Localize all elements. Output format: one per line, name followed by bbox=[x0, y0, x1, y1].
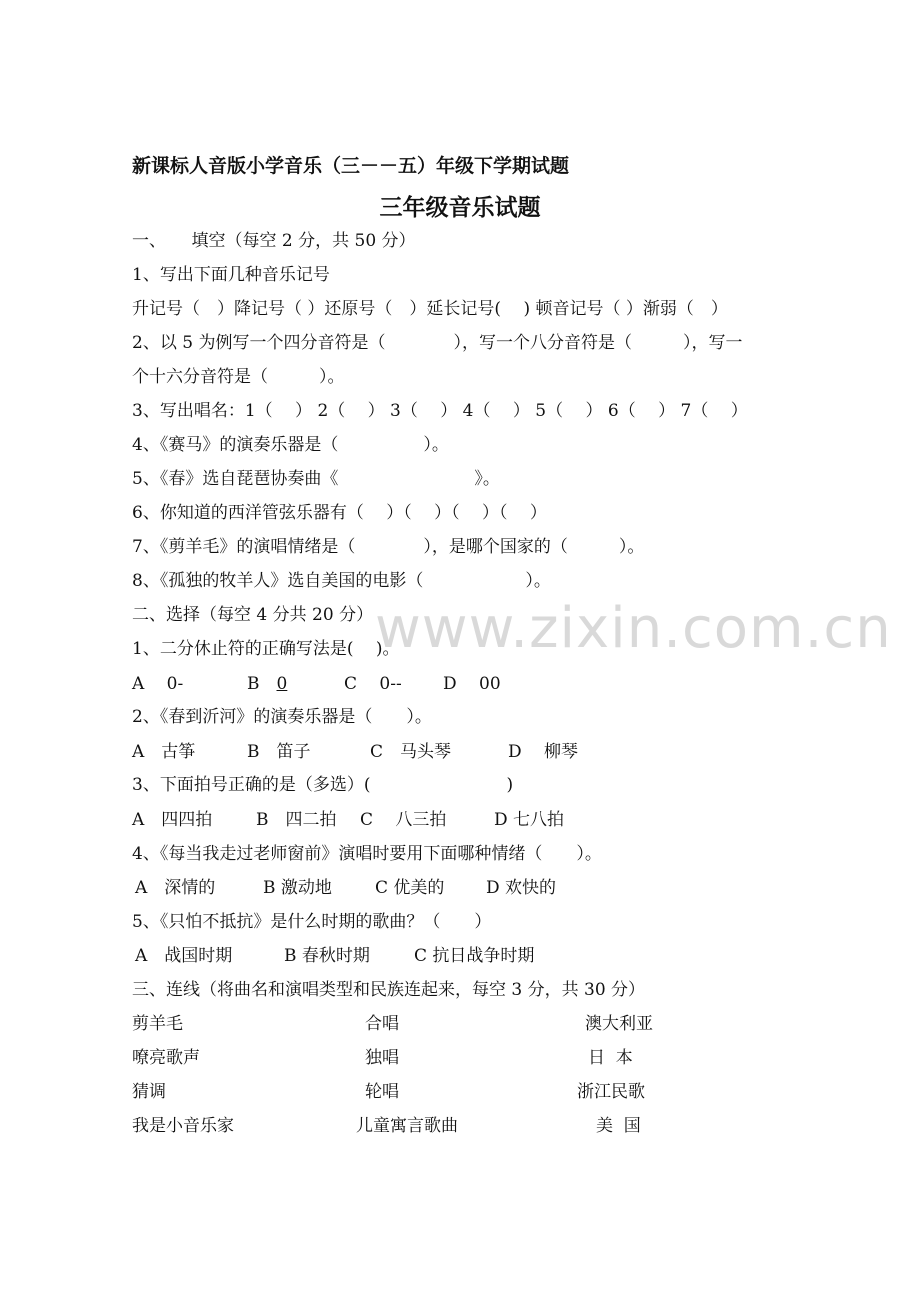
s2-q3-option-a: A 四四拍 bbox=[132, 810, 213, 830]
s1-question-6: 6、你知道的西洋管弦乐器有（ ）（ ）（ ）（ ） bbox=[132, 503, 547, 523]
s2-q1-option-b bbox=[247, 673, 287, 695]
s1-question-1-items: 升记号（ ）降记号（ ）还原号（ ）延长记号( ) 顿音记号（ ）渐弱（ ） bbox=[132, 299, 728, 319]
section2-heading: 二、选择（每空 4 分共 20 分） bbox=[132, 605, 374, 625]
s2-q4-option-b: B 激动地 bbox=[263, 878, 332, 898]
match-type-1: 合唱 bbox=[365, 1014, 399, 1034]
watermark-text: www.zixin.com.cn bbox=[375, 596, 892, 661]
s1-question-8: 8、《孤独的牧羊人》选自美国的电影（ ）。 bbox=[132, 571, 551, 591]
exam-subtitle: 三年级音乐试题 bbox=[379, 194, 541, 221]
match-origin-3: 浙江民歌 bbox=[577, 1082, 645, 1102]
match-origin-4: 美 国 bbox=[596, 1116, 641, 1136]
page-title: 新课标人音版小学音乐（三－－五）年级下学期试题 bbox=[132, 155, 570, 177]
option-b-value: 0 bbox=[276, 674, 288, 694]
match-origin-1: 澳大利亚 bbox=[585, 1014, 653, 1034]
s2-q3-option-b: B 四二拍 bbox=[256, 810, 337, 830]
s1-question-5: 5、《春》选自琵琶协奏曲《 》。 bbox=[132, 469, 500, 489]
s2-q5-option-a: A 战国时期 bbox=[135, 946, 233, 966]
match-type-4: 儿童寓言歌曲 bbox=[356, 1116, 458, 1136]
match-origin-2: 日 本 bbox=[588, 1048, 633, 1068]
match-song-2: 嘹亮歌声 bbox=[132, 1048, 200, 1068]
match-type-3: 轮唱 bbox=[365, 1082, 399, 1102]
s1-question-7: 7、《剪羊毛》的演唱情绪是（ ），是哪个国家的（ ）。 bbox=[132, 537, 645, 557]
s2-q1-option-c: C 0-- bbox=[344, 674, 402, 694]
s2-q2-option-a: A 古筝 bbox=[132, 742, 196, 762]
s2-question-5: 5、《只怕不抵抗》是什么时期的歌曲？（ ） bbox=[132, 912, 492, 932]
s2-q5-option-c: C 抗日战争时期 bbox=[414, 946, 535, 966]
s1-question-2-line1: 2、以 5 为例写一个四分音符是（ ），写一个八分音符是（ ），写一 bbox=[132, 333, 743, 353]
match-song-1: 剪羊毛 bbox=[132, 1014, 183, 1034]
s2-q5-option-b: B 春秋时期 bbox=[284, 946, 370, 966]
s2-q3-option-d: D 七八拍 bbox=[494, 810, 565, 830]
s2-question-4: 4、《每当我走过老师窗前》演唱时要用下面哪种情绪（ ）。 bbox=[132, 844, 602, 864]
s2-question-2: 2、《春到沂河》的演奏乐器是（ ）。 bbox=[132, 707, 432, 727]
match-song-3: 猜调 bbox=[132, 1082, 166, 1102]
s2-q3-option-c: C 八三拍 bbox=[360, 810, 447, 830]
s2-q1-option-a: A 0- bbox=[132, 674, 184, 694]
s2-q4-option-c: C 优美的 bbox=[375, 878, 445, 898]
s1-question-2-line2: 个十六分音符是（ ）。 bbox=[132, 367, 345, 387]
option-b-letter: B bbox=[247, 674, 277, 694]
s2-q2-option-d: D 柳琴 bbox=[508, 742, 579, 762]
section1-heading: 一、 填空（每空 2 分，共 50 分） bbox=[132, 231, 416, 251]
match-song-4: 我是小音乐家 bbox=[132, 1116, 234, 1136]
s1-question-3: 3、写出唱名：1（ ） 2（ ） 3（ ） 4（ ） 5（ ） 6（ ） 7（ ） bbox=[132, 401, 748, 421]
section3-heading: 三、连线（将曲名和演唱类型和民族连起来，每空 3 分，共 30 分） bbox=[132, 980, 646, 1000]
s2-q2-option-b: B 笛子 bbox=[247, 742, 311, 762]
s2-q4-option-d: D 欢快的 bbox=[486, 878, 557, 898]
match-type-2: 独唱 bbox=[365, 1048, 399, 1068]
s2-question-3: 3、下面拍号正确的是（多选）( ) bbox=[132, 775, 514, 795]
s2-q2-option-c: C 马头琴 bbox=[370, 742, 452, 762]
s2-question-1: 1、二分休止符的正确写法是( )。 bbox=[132, 639, 400, 659]
s2-q4-option-a: A 深情的 bbox=[135, 878, 216, 898]
s1-question-4: 4、《赛马》的演奏乐器是（ ）。 bbox=[132, 435, 449, 455]
s1-question-1: 1、写出下面几种音乐记号 bbox=[132, 265, 330, 285]
s2-q1-option-d: D 00 bbox=[443, 674, 501, 694]
